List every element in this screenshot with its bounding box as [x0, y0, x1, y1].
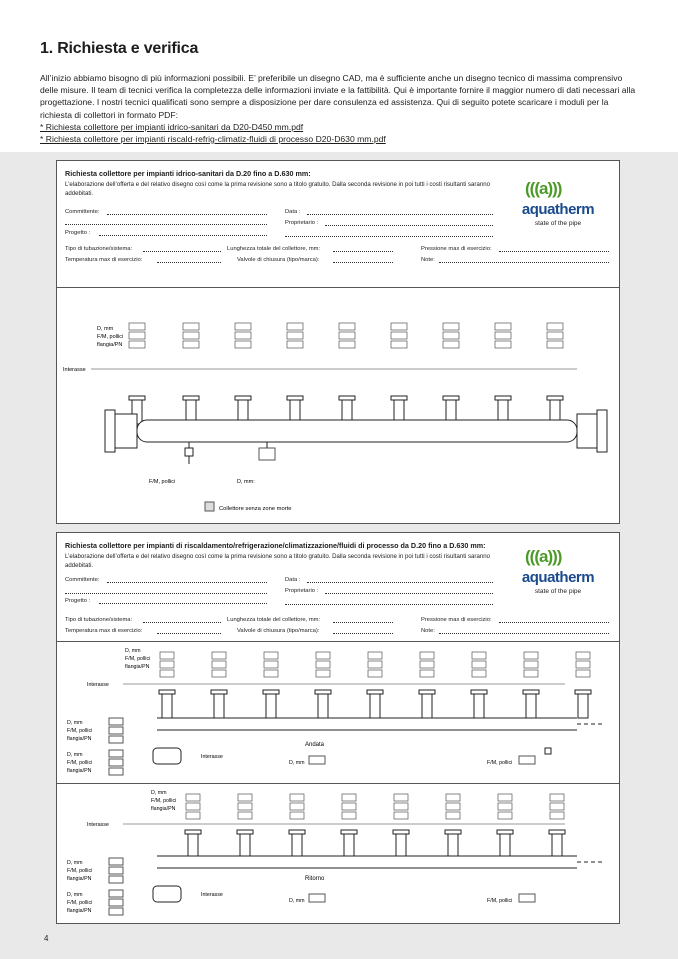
drain-valve-icon: [185, 448, 193, 456]
intro-paragraph: All’inizio abbiamo bisogno di più informazioni possibili. E’ preferibile un disegno CAD, ma è sufficiente anche un disegno tecnico di massima comprensivo delle misure. Il team di tecnici verifica la completezza delle informazioni inviate e la fattibilità. Qui è importante fornire il maggior numero di dati necessari alla progettazione. I nostri tecnici qualificati sono sempre a disposizione per dare consulenza ed assistenza. Qui di seguito potete scaricare i moduli per la richiesta di collettori in formato PDF:: [40, 73, 636, 120]
form1-temperatura-field[interactable]: [157, 257, 221, 263]
outlet-spec-box[interactable]: [186, 803, 200, 810]
outlet-spec-box[interactable]: [472, 670, 486, 677]
andata-outlet-boxes: [160, 652, 590, 677]
aquatherm-brand-2: aquatherm: [521, 569, 595, 586]
outlet-spec-box[interactable]: [316, 661, 330, 668]
form2-valvole-field[interactable]: [333, 628, 393, 634]
outlet-pipe: [318, 694, 328, 718]
outlet-spec-box[interactable]: [290, 803, 304, 810]
outlet-spec-box[interactable]: [498, 812, 512, 819]
outlet-spec-box[interactable]: [186, 794, 200, 801]
outlet-pipe: [344, 834, 354, 856]
outlet-spec-box[interactable]: [183, 323, 199, 330]
form2-tipo-label: Tipo di tubazione/sistema:: [65, 617, 133, 623]
outlet-spec-box[interactable]: [550, 812, 564, 819]
form1-committente-field-2[interactable]: [65, 219, 267, 225]
collector-diagram-andata: [57, 642, 619, 782]
form1-tipo-field[interactable]: [143, 246, 221, 252]
ritorno-vertical-outlet: [153, 886, 181, 902]
form2-data-label: Data :: [285, 577, 301, 583]
form1-valvole-label: Valvole di chiusura (tipo/marca):: [237, 257, 320, 263]
form1-proprietario-field[interactable]: [325, 220, 493, 226]
outlet-spec-box[interactable]: [420, 652, 434, 659]
form1-title: Richiesta collettore per impianti idrico-sanitari da D.20 fino a D.630 mm:: [65, 169, 311, 178]
andata-bottom-fm-label: F/M, pollici: [487, 760, 513, 766]
form2-note-field[interactable]: [439, 628, 609, 634]
outlet-spec-box[interactable]: [394, 812, 408, 819]
outlet-spec-box[interactable]: [550, 803, 564, 810]
outlet-flange: [391, 396, 407, 400]
outlet-spec-box[interactable]: [238, 812, 252, 819]
outlet-flange: [367, 690, 383, 694]
ritorno-left-d-label: D, mm: [67, 860, 83, 866]
andata-bottom-d-box[interactable]: [309, 756, 325, 764]
outlet-spec-box[interactable]: [576, 670, 590, 677]
outlet-spec-box[interactable]: [576, 652, 590, 659]
outlet-spec-box[interactable]: [160, 670, 174, 677]
outlet-spec-box[interactable]: [547, 332, 563, 339]
andata-left-box-1[interactable]: [109, 718, 123, 725]
outlet-spec-box[interactable]: [264, 670, 278, 677]
outlet-pipe: [292, 834, 302, 856]
outlet-spec-box[interactable]: [547, 323, 563, 330]
form1-note-label: Note:: [421, 257, 435, 263]
outlet-spec-box[interactable]: [446, 794, 460, 801]
outlet-spec-box[interactable]: [368, 652, 382, 659]
form2-pressione-field[interactable]: [499, 617, 609, 623]
andata-left-d-label-2: D, mm: [67, 752, 83, 758]
form1-proprietario-field-2[interactable]: [285, 231, 493, 237]
andata-left-box-4[interactable]: [109, 750, 123, 757]
outlet-spec-box[interactable]: [472, 661, 486, 668]
outlet-flange: [549, 830, 565, 834]
form2-temperatura-label: Temperatura max di esercizio:: [65, 628, 143, 634]
andata-label: Andata: [305, 742, 325, 748]
form2-pressione-label: Pressione max di esercizio:: [421, 617, 492, 623]
outlet-spec-box[interactable]: [339, 341, 355, 348]
outlet-spec-box[interactable]: [129, 341, 145, 348]
outlet-spec-box[interactable]: [547, 341, 563, 348]
andata-bottom-d-label: D, mm: [289, 760, 305, 766]
outlet-spec-box[interactable]: [342, 794, 356, 801]
form2-valvole-label: Valvole di chiusura (tipo/marca):: [237, 628, 320, 634]
outlet-flange: [315, 690, 331, 694]
outlet-flange: [129, 396, 145, 400]
form1-pressione-label: Pressione max di esercizio:: [421, 246, 492, 252]
outlet-flange: [341, 830, 357, 834]
outlet-spec-box[interactable]: [183, 332, 199, 339]
form1-pressione-field[interactable]: [499, 246, 609, 252]
ritorno-outlet-boxes: [186, 794, 564, 819]
outlet-flange: [235, 396, 251, 400]
form2-title: Richiesta collettore per impianti di riscaldamento/refrigerazione/climatizzazione/fluidi di processo da D.20 fino a D.630 mm:: [65, 541, 486, 550]
outlet-pipe: [526, 694, 536, 718]
outlet-spec-box[interactable]: [160, 652, 174, 659]
diagram-d-mm-label: D, mm: [97, 326, 114, 332]
form1-tipo-label: Tipo di tubazione/sistema:: [65, 246, 133, 252]
intro-text: [40, 72, 640, 145]
form1-proprietario-label: Proprietario :: [285, 220, 319, 226]
outlet-spec-boxes: [129, 323, 563, 348]
form1-progetto-label: Progetto :: [65, 230, 91, 236]
outlet-flange: [443, 396, 459, 400]
outlet-spec-box[interactable]: [235, 332, 251, 339]
ritorno-label: Ritorno: [305, 876, 325, 882]
outlet-spec-box[interactable]: [183, 341, 199, 348]
ritorno-left-fm-label: F/M, pollici: [67, 868, 93, 874]
diagram-flangia-label: flangia/PN: [97, 342, 123, 348]
andata-left-box-3[interactable]: [109, 736, 123, 743]
outlet-spec-box[interactable]: [290, 812, 304, 819]
aquatherm-logo: [503, 179, 613, 233]
outlet-spec-box[interactable]: [316, 652, 330, 659]
outlet-spec-box[interactable]: [495, 341, 511, 348]
outlet-spec-box[interactable]: [524, 661, 538, 668]
outlet-spec-box[interactable]: [160, 661, 174, 668]
andata-interasse2-label: Interasse: [201, 754, 223, 760]
outlet-pipe: [474, 694, 484, 718]
outlet-flange: [185, 830, 201, 834]
form2-description: L’elaborazione dell’offerta e del relativo disegno così come la prima revisione sono a titolo gratuito. Dalla seconda revisione in poi tutti i costi risultanti saranno addebitati.: [65, 553, 490, 569]
aquatherm-logo-mark-icon-2: (((a))): [525, 547, 562, 566]
outlet-flange: [211, 690, 227, 694]
form2-progetto-field[interactable]: [99, 598, 267, 604]
outlet-spec-box[interactable]: [238, 794, 252, 801]
andata-fm-label: F/M, pollici: [125, 656, 151, 662]
collector-header-pipe: [137, 420, 577, 442]
ritorno-left-flangia-label-2: flangia/PN: [67, 908, 92, 914]
outlet-spec-box[interactable]: [212, 661, 226, 668]
form1-committente-field[interactable]: [107, 209, 267, 215]
outlet-pipe: [500, 834, 510, 856]
form2-lunghezza-field[interactable]: [333, 617, 393, 623]
outlet-flange: [183, 396, 199, 400]
right-end-cap: [577, 414, 597, 448]
outlet-spec-box[interactable]: [287, 341, 303, 348]
outlet-pipe: [578, 694, 588, 718]
outlet-spec-box[interactable]: [394, 794, 408, 801]
outlet-pipe: [214, 694, 224, 718]
outlet-pipe: [422, 694, 432, 718]
ritorno-bottom-d-label: D, mm: [289, 898, 305, 904]
outlet-spec-box[interactable]: [287, 332, 303, 339]
aquatherm-logo-2: [503, 547, 613, 601]
andata-d-mm-label: D, mm: [125, 648, 141, 654]
outlet-spec-box[interactable]: [550, 794, 564, 801]
outlet-spec-box[interactable]: [391, 341, 407, 348]
outlet-flange: [495, 396, 511, 400]
aquatherm-logo-mark-icon: (((a))): [525, 179, 562, 198]
outlet-spec-box[interactable]: [264, 661, 278, 668]
ritorno-left-fm-label-2: F/M, pollici: [67, 900, 93, 906]
outlet-pipe: [266, 694, 276, 718]
outlet-flange: [159, 690, 175, 694]
outlet-pipe: [240, 834, 250, 856]
ritorno-bottom-fm-box[interactable]: [519, 894, 535, 902]
outlet-flange: [289, 830, 305, 834]
aquatherm-tagline: state of the pipe: [534, 220, 582, 227]
ritorno-flangia-label: flangia/PN: [151, 806, 176, 812]
outlet-flange: [393, 830, 409, 834]
outlet-spec-box[interactable]: [339, 323, 355, 330]
outlet-flange: [263, 690, 279, 694]
outlet-pipe: [162, 694, 172, 718]
outlet-spec-box[interactable]: [472, 652, 486, 659]
outlet-spec-box[interactable]: [342, 812, 356, 819]
outlet-spec-box[interactable]: [495, 323, 511, 330]
diagram-interasse-label: Interasse: [63, 367, 86, 373]
outlet-spec-box[interactable]: [212, 670, 226, 677]
outlet-spec-box[interactable]: [235, 341, 251, 348]
diagram-fm-label: F/M, pollici: [97, 334, 124, 340]
form-idrico-sanitari: [56, 160, 620, 524]
andata-vent-icon: [545, 748, 551, 754]
outlet-spec-box[interactable]: [238, 803, 252, 810]
outlet-spec-box[interactable]: [498, 803, 512, 810]
outlet-flange: [471, 690, 487, 694]
outlet-spec-box[interactable]: [342, 803, 356, 810]
andata-left-box-2[interactable]: [109, 727, 123, 734]
outlet-spec-box[interactable]: [443, 332, 459, 339]
form-riscaldamento: [56, 532, 620, 924]
outlet-spec-box[interactable]: [186, 812, 200, 819]
ritorno-d-mm-label: D, mm: [151, 790, 167, 796]
outlet-pipe: [370, 694, 380, 718]
andata-left-flangia-label-2: flangia/PN: [67, 768, 92, 774]
section-title: 1. Richiesta e verifica: [40, 40, 199, 57]
outlet-spec-box[interactable]: [446, 803, 460, 810]
outlet-spec-box[interactable]: [498, 794, 512, 801]
ritorno-left-box-4[interactable]: [109, 890, 123, 897]
ritorno-left-box-3[interactable]: [109, 876, 123, 883]
andata-vertical-outlet: [153, 748, 181, 764]
andata-outlet-stubs: [159, 690, 591, 718]
outlet-spec-box[interactable]: [443, 323, 459, 330]
outlet-flange: [445, 830, 461, 834]
form2-temperatura-field[interactable]: [157, 628, 221, 634]
drain-d-box[interactable]: [259, 448, 275, 460]
andata-left-fm-label-2: F/M, pollici: [67, 760, 93, 766]
outlet-flange: [419, 690, 435, 694]
outlet-flange: [575, 690, 591, 694]
outlet-spec-box[interactable]: [368, 670, 382, 677]
andata-left-d-label: D, mm: [67, 720, 83, 726]
andata-left-box-5[interactable]: [109, 759, 123, 766]
ritorno-left-box-5[interactable]: [109, 899, 123, 906]
ritorno-left-box-2[interactable]: [109, 867, 123, 874]
outlet-spec-box[interactable]: [524, 670, 538, 677]
left-flange: [105, 410, 115, 452]
outlet-spec-box[interactable]: [394, 803, 408, 810]
outlet-pipe: [188, 834, 198, 856]
form1-data-field[interactable]: [307, 209, 493, 215]
ritorno-bottom-d-box[interactable]: [309, 894, 325, 902]
outlet-spec-box[interactable]: [129, 323, 145, 330]
page-number: 4: [44, 934, 49, 943]
ritorno-left-d-label-2: D, mm: [67, 892, 83, 898]
andata-interasse-label: Interasse: [87, 682, 109, 688]
form2-proprietario-field-2[interactable]: [285, 599, 493, 605]
bottom-d-label: D, mm:: [237, 479, 255, 485]
andata-flangia-label: flangia/PN: [125, 664, 150, 670]
pdf-link-idrico-sanitari[interactable]: * Richiesta collettore per impianti idrico-sanitari da D20-D450 mm.pdf: [40, 121, 304, 132]
form1-valvole-field[interactable]: [333, 257, 393, 263]
aquatherm-brand: aquatherm: [521, 201, 595, 218]
senza-zone-morte-checkbox[interactable]: [205, 502, 214, 511]
outlet-flange: [523, 690, 539, 694]
form1-progetto-field[interactable]: [99, 230, 267, 236]
outlet-pipe: [552, 834, 562, 856]
form2-proprietario-label: Proprietario :: [285, 588, 319, 594]
outlet-flange: [339, 396, 355, 400]
outlet-spec-box[interactable]: [339, 332, 355, 339]
form2-committente-field-2[interactable]: [65, 588, 267, 594]
outlet-flange: [497, 830, 513, 834]
outlet-pipe: [396, 834, 406, 856]
left-end-cap: [115, 414, 137, 448]
right-flange: [597, 410, 607, 452]
form1-description: L’elaborazione dell’offerta e del relativo disegno così come la prima revisione sono a titolo gratuito. Dalla seconda revisione in poi tutti i costi risultanti saranno addebitati.: [65, 181, 490, 197]
form2-progetto-label: Progetto :: [65, 598, 91, 604]
form1-temperatura-label: Temperatura max di esercizio:: [65, 257, 143, 263]
andata-left-fm-label: F/M, pollici: [67, 728, 93, 734]
outlet-spec-box[interactable]: [287, 323, 303, 330]
outlet-spec-box[interactable]: [264, 652, 278, 659]
outlet-spec-box[interactable]: [391, 332, 407, 339]
ritorno-fm-label: F/M, pollici: [151, 798, 177, 804]
outlet-spec-box[interactable]: [524, 652, 538, 659]
outlet-spec-box[interactable]: [290, 794, 304, 801]
outlet-flange: [237, 830, 253, 834]
form2-lunghezza-label: Lunghezza totale del collettore, mm:: [227, 617, 321, 623]
outlet-spec-box[interactable]: [420, 661, 434, 668]
form2-tipo-field[interactable]: [143, 617, 221, 623]
outlet-spec-box[interactable]: [129, 332, 145, 339]
collector-diagram-ritorno: [57, 784, 619, 924]
form2-proprietario-field[interactable]: [325, 588, 493, 594]
bottom-fm-label: F/M, pollici: [149, 479, 176, 485]
form2-committente-field[interactable]: [107, 577, 267, 583]
form1-lunghezza-field[interactable]: [333, 246, 393, 252]
outlet-flange: [547, 396, 563, 400]
outlet-spec-box[interactable]: [212, 652, 226, 659]
outlet-spec-box[interactable]: [368, 661, 382, 668]
form2-committente-label: Committente:: [65, 577, 100, 583]
form2-data-field[interactable]: [307, 577, 493, 583]
outlet-spec-box[interactable]: [316, 670, 330, 677]
outlet-spec-box[interactable]: [576, 661, 590, 668]
form1-data-label: Data :: [285, 209, 301, 215]
outlet-spec-box[interactable]: [446, 812, 460, 819]
form1-committente-label: Committente:: [65, 209, 100, 215]
outlet-spec-box[interactable]: [495, 332, 511, 339]
ritorno-left-box-6[interactable]: [109, 908, 123, 915]
aquatherm-tagline-2: state of the pipe: [534, 588, 582, 595]
andata-left-flangia-label: flangia/PN: [67, 736, 92, 742]
pdf-link-riscaldamento[interactable]: * Richiesta collettore per impianti riscald-refrig-climatiz-fluidi di processo D20-D630 mm.pdf: [40, 134, 386, 145]
andata-bottom-fm-box[interactable]: [519, 756, 535, 764]
ritorno-outlet-stubs: [185, 830, 565, 856]
ritorno-left-box-1[interactable]: [109, 858, 123, 865]
outlet-spec-box[interactable]: [391, 323, 407, 330]
form1-note-field[interactable]: [439, 257, 609, 263]
collector-diagram-idrico: [57, 288, 619, 524]
senza-zone-morte-label: Collettore senza zone morte: [219, 506, 292, 512]
ritorno-interasse2-label: Interasse: [201, 892, 223, 898]
ritorno-left-flangia-label: flangia/PN: [67, 876, 92, 882]
outlet-spec-box[interactable]: [420, 670, 434, 677]
outlet-spec-box[interactable]: [443, 341, 459, 348]
form2-note-label: Note:: [421, 628, 435, 634]
outlet-flange: [287, 396, 303, 400]
ritorno-interasse-label: Interasse: [87, 822, 109, 828]
ritorno-bottom-fm-label: F/M, pollici: [487, 898, 513, 904]
outlet-pipe: [448, 834, 458, 856]
outlet-spec-box[interactable]: [235, 323, 251, 330]
form1-lunghezza-label: Lunghezza totale del collettore, mm:: [227, 246, 321, 252]
andata-left-box-6[interactable]: [109, 768, 123, 775]
